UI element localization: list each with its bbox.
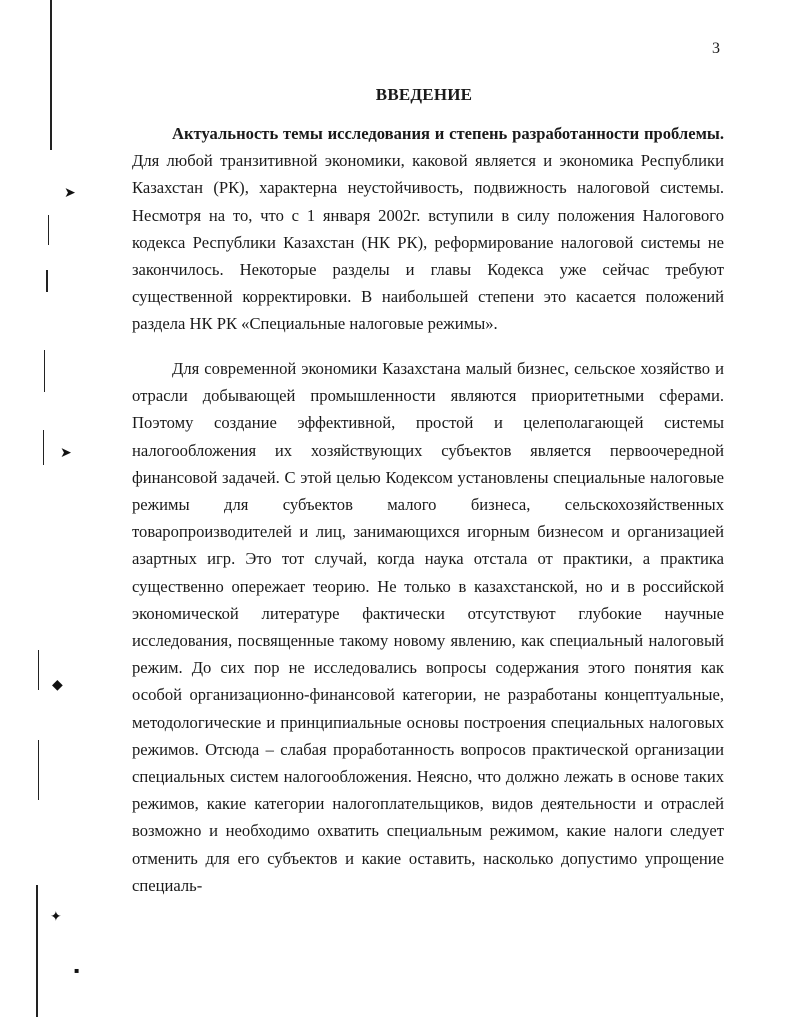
paragraph-lead: Актуальность темы исследования и степень разработанности проблемы. xyxy=(172,124,724,143)
paragraph-text: Для любой транзитивной экономики, каковой является и экономика Республики Казахстан (РК), характерна неустойчивость, подвижность налоговой системы. Несмотря на то, что с 1 января 2002г. вступили в силу положения Налогового кодекса Республики Казахстан (НК РК), реформирование налоговой системы не закончилось. Некоторые разделы и главы Кодекса уже сейчас требуют существенной корректировки. В наибольшей степени это касается положений раздела НК РК «Специальные налоговые режимы». xyxy=(132,151,724,334)
arrow-mark-icon: ✦ xyxy=(50,909,62,925)
margin-line xyxy=(38,650,39,690)
margin-line xyxy=(43,430,44,465)
paragraph-text: Для современной экономики Казахстана малый бизнес, сельское хозяйство и отрасли добывающей промышленности являются приоритетными сферами. Поэтому создание эффективной, простой и целеполагающей системы налогообложения их хозяйствующих субъектов является первоочередной финансовой задачей. С этой целью Кодексом установлены специальные налоговые режимы для субъектов малого бизнеса, сельскохозяйственных товаропроизводителей и лиц, занимающихся игорным бизнесом и организацией азартных игр. Это тот случай, когда наука отстала от практики, а практика существенно опережает теорию. Не только в казахстанской, но и в российской экономической литературе фактически отсутствуют глубокие научные исследования, посвященные такому новому явлению, как специальный налоговый режим. До сих пор не исследовались вопросы содержания этого понятия как особой организационно-финансовой категории, не разработаны концептуальные, методологические и принципиальные основы построения специальных налоговых режимов. Отсюда – слабая проработанность вопросов практической организации специальных систем налогообложения. Неясно, что должно лежать в основе таких режимов, какие категории налогоплательщиков, видов деятельности и отраслей возможно и необходимо охватить специальным режимом, какие налоги следует отменить для его субъектов и какие оставить, насколько допустимо упрощение специаль- xyxy=(132,359,724,895)
margin-line xyxy=(50,0,52,150)
dot-mark-icon: ▪ xyxy=(74,966,80,975)
diamond-mark-icon: ◆ xyxy=(52,677,63,693)
paragraph-2 xyxy=(132,355,724,899)
section-title: ВВЕДЕНИЕ xyxy=(375,85,473,104)
margin-line xyxy=(46,270,48,292)
page-number: 3 xyxy=(712,40,720,57)
margin-line xyxy=(48,215,49,245)
margin-line xyxy=(44,350,45,392)
paragraph-1 xyxy=(132,120,724,338)
arrow-mark-icon: ➤ xyxy=(64,185,76,201)
arrow-mark-icon: ➤ xyxy=(60,445,72,461)
margin-line xyxy=(38,740,39,800)
margin-line xyxy=(36,885,38,1017)
